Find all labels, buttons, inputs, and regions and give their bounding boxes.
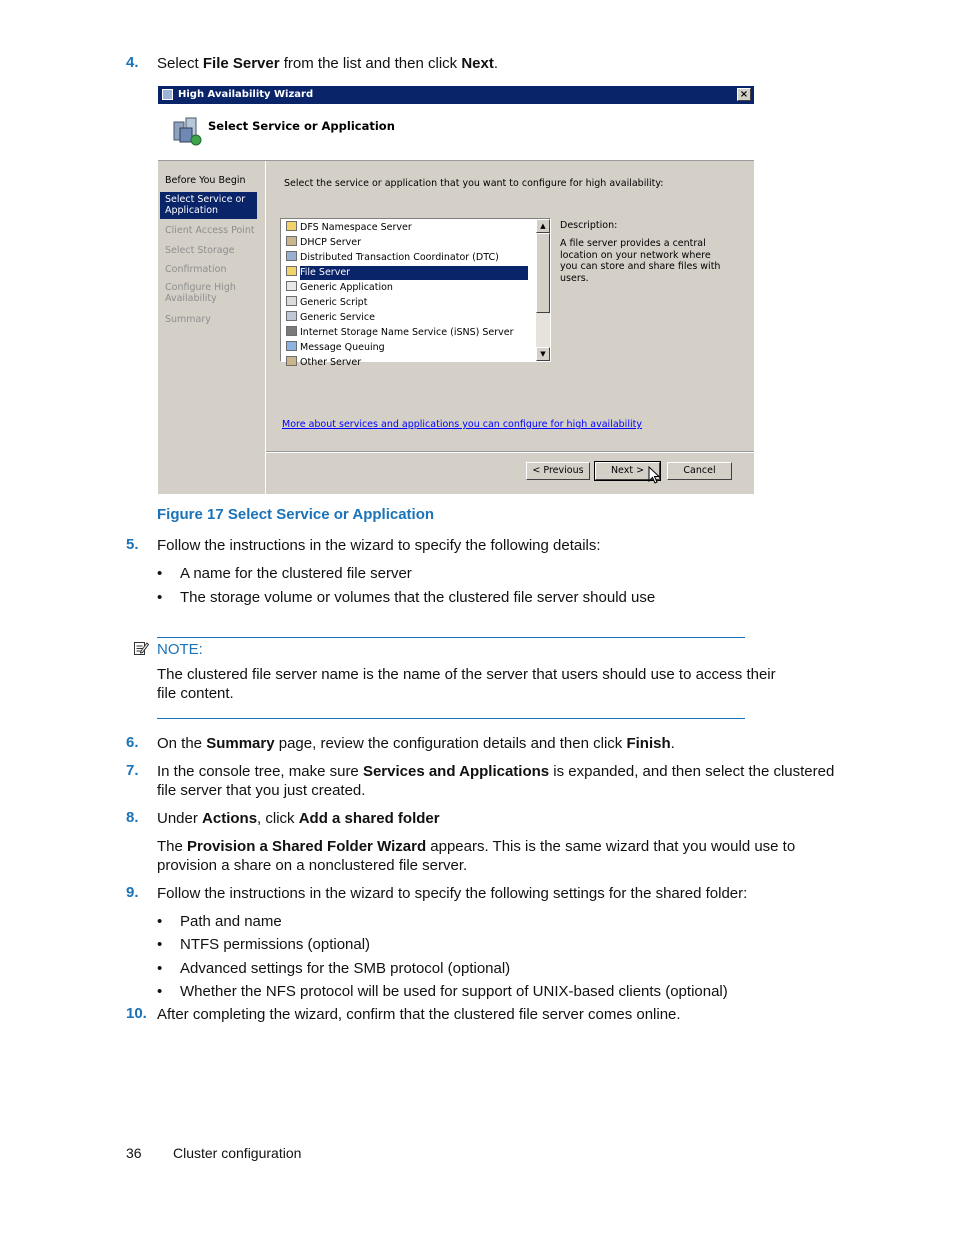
app-icon bbox=[162, 89, 173, 100]
wizard-header bbox=[158, 104, 754, 161]
step-number: 7. bbox=[126, 762, 139, 779]
message-icon bbox=[286, 341, 297, 351]
step-number: 4. bbox=[126, 54, 139, 71]
list-item[interactable]: DHCP Server bbox=[286, 236, 361, 250]
step-5-text: Follow the instructions in the wizard to specify the following details: bbox=[157, 537, 601, 554]
list-item-selected[interactable]: File Server bbox=[286, 266, 528, 280]
description-text: A file server provides a central location on your network where you can store and share files with users. bbox=[560, 238, 721, 284]
scroll-up-arrow-icon[interactable]: ▲ bbox=[536, 219, 550, 233]
step-6-text: On the Summary page, review the configuration details and then click Finish. bbox=[157, 735, 675, 752]
bullet-item: • A name for the clustered file server bbox=[157, 565, 412, 582]
list-item[interactable]: Generic Script bbox=[286, 296, 367, 310]
bullet-item: • Advanced settings for the SMB protocol (optional) bbox=[157, 960, 511, 977]
bullet-item: • The storage volume or volumes that the clustered file server should use bbox=[157, 589, 656, 606]
wizard-step-nav bbox=[158, 161, 266, 494]
step-7-text: In the console tree, make sure Services and Applications is expanded, and then select the clustered bbox=[157, 763, 835, 780]
cancel-button[interactable]: Cancel bbox=[667, 462, 732, 480]
list-item[interactable]: Generic Service bbox=[286, 311, 375, 325]
step-number: 8. bbox=[126, 809, 139, 826]
step-number: 10. bbox=[126, 1005, 147, 1022]
step-8-text: Under Actions, click Add a shared folder bbox=[157, 810, 440, 827]
nav-item-before-you-begin[interactable]: Before You Begin bbox=[165, 175, 246, 186]
step-number: 6. bbox=[126, 734, 139, 751]
mouse-cursor-icon bbox=[648, 466, 660, 485]
list-item[interactable]: Internet Storage Name Service (iSNS) Server bbox=[286, 326, 514, 340]
application-icon bbox=[286, 281, 297, 291]
wizard-instruction: Select the service or application that you want to configure for high availability: bbox=[284, 178, 664, 189]
server-icon bbox=[286, 236, 297, 246]
step-8-paragraph: The Provision a Shared Folder Wizard appears. This is the same wizard that you would use to bbox=[157, 838, 796, 855]
scroll-down-arrow-icon[interactable]: ▼ bbox=[536, 347, 550, 361]
wizard-window-title: High Availability Wizard bbox=[178, 89, 314, 100]
step-number: 9. bbox=[126, 884, 139, 901]
nav-item-summary[interactable]: Summary bbox=[165, 314, 211, 325]
bullet-item: • Whether the NFS protocol will be used for support of UNIX-based clients (optional) bbox=[157, 983, 728, 1000]
network-icon bbox=[286, 326, 297, 336]
list-item[interactable]: Message Queuing bbox=[286, 341, 385, 355]
note-icon bbox=[133, 640, 149, 656]
figure-caption: Figure 17 Select Service or Application bbox=[157, 506, 435, 523]
nav-item-select-service[interactable]: Select Service or Application bbox=[160, 192, 257, 219]
step-8-paragraph-line-2: provision a share on a nonclustered file server. bbox=[157, 857, 468, 874]
bullet-item: • NTFS permissions (optional) bbox=[157, 936, 371, 953]
server-icon bbox=[286, 356, 297, 366]
step-7-text-line-2: file server that you just created. bbox=[157, 782, 366, 799]
nav-item-client-access-point[interactable]: Client Access Point bbox=[165, 225, 255, 236]
footer-divider bbox=[266, 451, 754, 453]
scroll-thumb[interactable] bbox=[536, 233, 550, 313]
folder-icon bbox=[286, 221, 297, 231]
bullet-item: • Path and name bbox=[157, 913, 282, 930]
list-item[interactable]: DFS Namespace Server bbox=[286, 221, 412, 235]
folder-icon bbox=[286, 266, 297, 276]
close-icon[interactable]: × bbox=[737, 88, 751, 101]
wizard-title-bar bbox=[158, 86, 754, 104]
step-9-text: Follow the instructions in the wizard to specify the following settings for the shared folder: bbox=[157, 885, 748, 902]
step-10-text: After completing the wizard, confirm that the clustered file server comes online. bbox=[157, 1006, 681, 1023]
page-number: 36 bbox=[126, 1145, 142, 1161]
gear-icon bbox=[286, 311, 297, 321]
server-icon bbox=[286, 251, 297, 261]
note-text-line-1: The clustered file server name is the name of the server that users should use to access their bbox=[157, 666, 776, 683]
note-bottom-rule bbox=[157, 718, 745, 719]
next-button[interactable]: Next > bbox=[595, 462, 660, 480]
server-cluster-icon bbox=[172, 116, 202, 146]
more-info-link[interactable]: More about services and applications you can configure for high availability bbox=[282, 419, 642, 430]
description-label: Description: bbox=[560, 220, 618, 231]
list-item[interactable]: Other Server bbox=[286, 356, 361, 370]
nav-item-select-storage[interactable]: Select Storage bbox=[165, 245, 235, 256]
step-number: 5. bbox=[126, 536, 139, 553]
section-title: Cluster configuration bbox=[173, 1145, 302, 1161]
previous-button[interactable]: < Previous bbox=[526, 462, 590, 480]
script-icon bbox=[286, 296, 297, 306]
list-scrollbar[interactable] bbox=[536, 219, 550, 361]
service-list[interactable] bbox=[280, 218, 551, 368]
wizard-page-title: Select Service or Application bbox=[208, 119, 395, 133]
step-4-text: Select File Server from the list and then click Next. bbox=[157, 55, 499, 72]
list-item[interactable]: Generic Application bbox=[286, 281, 393, 295]
list-item[interactable]: Distributed Transaction Coordinator (DTC) bbox=[286, 251, 499, 265]
note-top-rule bbox=[157, 637, 745, 638]
note-label: NOTE: bbox=[157, 641, 203, 658]
nav-item-confirmation[interactable]: Confirmation bbox=[165, 264, 227, 275]
nav-item-configure-high-availability[interactable]: Configure High Availability bbox=[165, 282, 236, 304]
wizard-screenshot bbox=[158, 86, 754, 494]
note-text-line-2: file content. bbox=[157, 685, 234, 702]
